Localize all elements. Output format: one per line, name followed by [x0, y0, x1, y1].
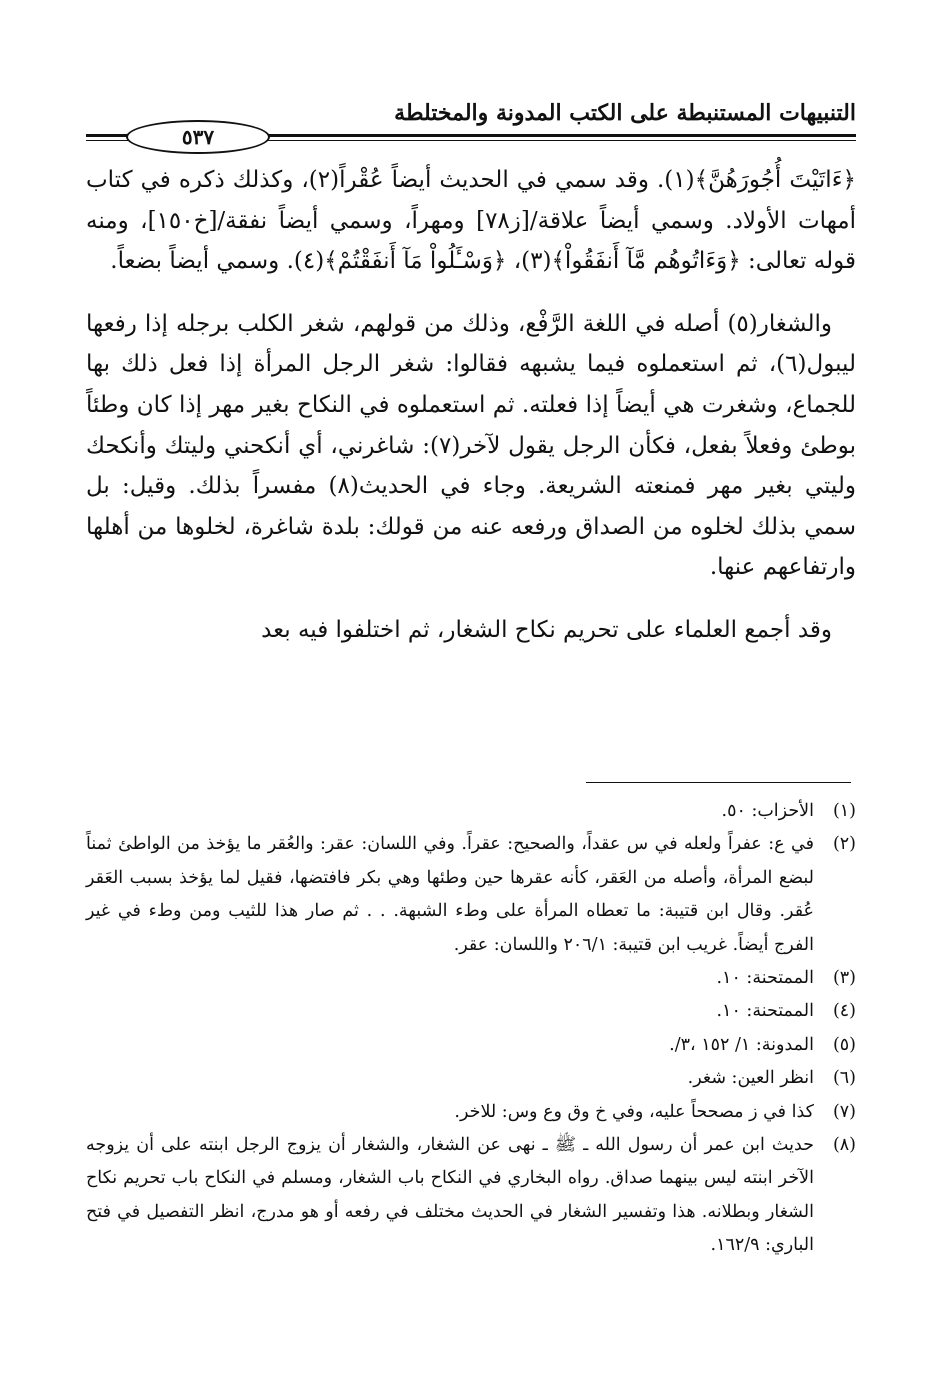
footnote-number: (٧) — [832, 1101, 856, 1122]
footnote — [86, 1029, 856, 1062]
footnote-number: (٤) — [832, 1001, 856, 1022]
footnote-text: حديث ابن عمر أن رسول الله ـ ﷺ ـ نهى عن الشغار، والشغار أن يزوج الرجل ابنته على أن يزوجه الآخر ابنته ليس بينهما صداق. رواه البخاري في النكاح باب الشغار، ومسلم في النكاح باب تحريم نكاح الشغار وبطلانه. هذا وتفسير الشغار في الحديث مختلف في رفعه أو هو مدرج، انظر التفصيل في فتح الباري: ١٦٢/٩. — [86, 1135, 814, 1256]
paragraph: ﴿ءَاتَيْتَ أُجُورَهُنَّ﴾(١). وقد سمي في الحديث أيضاً عُقْراً(٢)، وكذلك ذكره في كتاب أمهات الأولاد. وسمي أيضاً علاقة/[ز٧٨] ومهراً، وسمي أيضاً نفقة/[خ١٥٠]، ومنه قوله تعالى: ﴿وَءَاتُوهُم مَّآ أَنفَقُواْ﴾(٣)، ﴿وَسْـَٔلُواْ مَآ أَنفَقْتُمْ﴾(٤). وسمي أيضاً بضعاً. — [86, 167, 857, 275]
footnote-number: (١) — [832, 801, 856, 821]
footnote-number: (٦) — [832, 1068, 856, 1089]
footnote — [86, 1096, 856, 1129]
footnote-number: (٢) — [832, 834, 856, 855]
footnote-text: الأحزاب: ٥٠. — [721, 801, 814, 821]
footnotes — [86, 795, 856, 1263]
footnote — [86, 962, 856, 995]
footnote — [86, 1062, 856, 1095]
page-number: ٥٣٧ — [126, 120, 270, 154]
footnote — [86, 1129, 856, 1263]
footnote-number: (٨) — [832, 1135, 856, 1156]
footnote-text: في ع: عفراً ولعله في س عقداً، والصحيح: عقراً. وفي اللسان: عقر: والعُقر ما يؤخذ من الواطئ ثمناً لبضع المرأة، وأصله من العَقر، كأنه عقرها حين وطئها وهي بكر فافتضها، فقيل لما يؤخذ بسبب العَقر عُقر. وقال ابن قتيبة: ما تعطاه المرأة على وطء الشبهة. . . ثم صار هذا للثيب ومن وطء في غير الفرج أيضاً. غريب ابن قتيبة: ٢٠٦/١ واللسان: عقر. — [86, 834, 814, 955]
footnote-text: انظر العين: شغر. — [687, 1068, 814, 1089]
footnote — [86, 795, 856, 828]
footnote-text: الممتحنة: ١٠. — [716, 968, 814, 989]
main-text — [86, 160, 856, 673]
footnote-separator — [586, 782, 851, 783]
footnote — [86, 995, 856, 1028]
paragraph: وقد أجمع العلماء على تحريم نكاح الشغار، ثم اختلفوا فيه بعد — [261, 616, 832, 643]
footnote-text: المدونة: ١/ ١٥٢ ،٣/. — [669, 1034, 814, 1055]
running-title: التنبيهات المستنبطة على الكتب المدونة والمختلطة — [394, 100, 856, 126]
footnote-number: (٣) — [832, 968, 856, 989]
page-header — [86, 92, 856, 152]
footnote-text: الممتحنة: ١٠. — [716, 1001, 814, 1022]
paragraph: والشغار(٥) أصله في اللغة الرَّفْع، وذلك من قولهم، شغر الكلب برجله إذا رفعها ليبول(٦)، ثم استعملوه فيما يشبهه فقالوا: شغر الرجل المرأة إذا فعل ذلك بها للجماع، وشغرت هي أيضاً إذا فعلته. ثم استعملوه في النكاح بغير مهر إذا كان وطئاً بوطئ وفعلاً بفعل، فكأن الرجل يقول لآخر(٧): شاغرني، أي أنكحني وليتك وأنكحك وليتي بغير مهر فمنعته الشريعة. وجاء في الحديث(٨) مفسراً بذلك. وقيل: بل سمي بذلك لخلوه من الصداق ورفعه عنه من قولك: بلدة شاغرة، لخلوها من أهلها وارتفاعهم عنها. — [86, 310, 856, 581]
footnote-number: (٥) — [832, 1034, 856, 1055]
footnote-text: كذا في ز مصححاً عليه، وفي خ وق وع وس: للاخر. — [454, 1101, 814, 1122]
footnote — [86, 828, 856, 962]
